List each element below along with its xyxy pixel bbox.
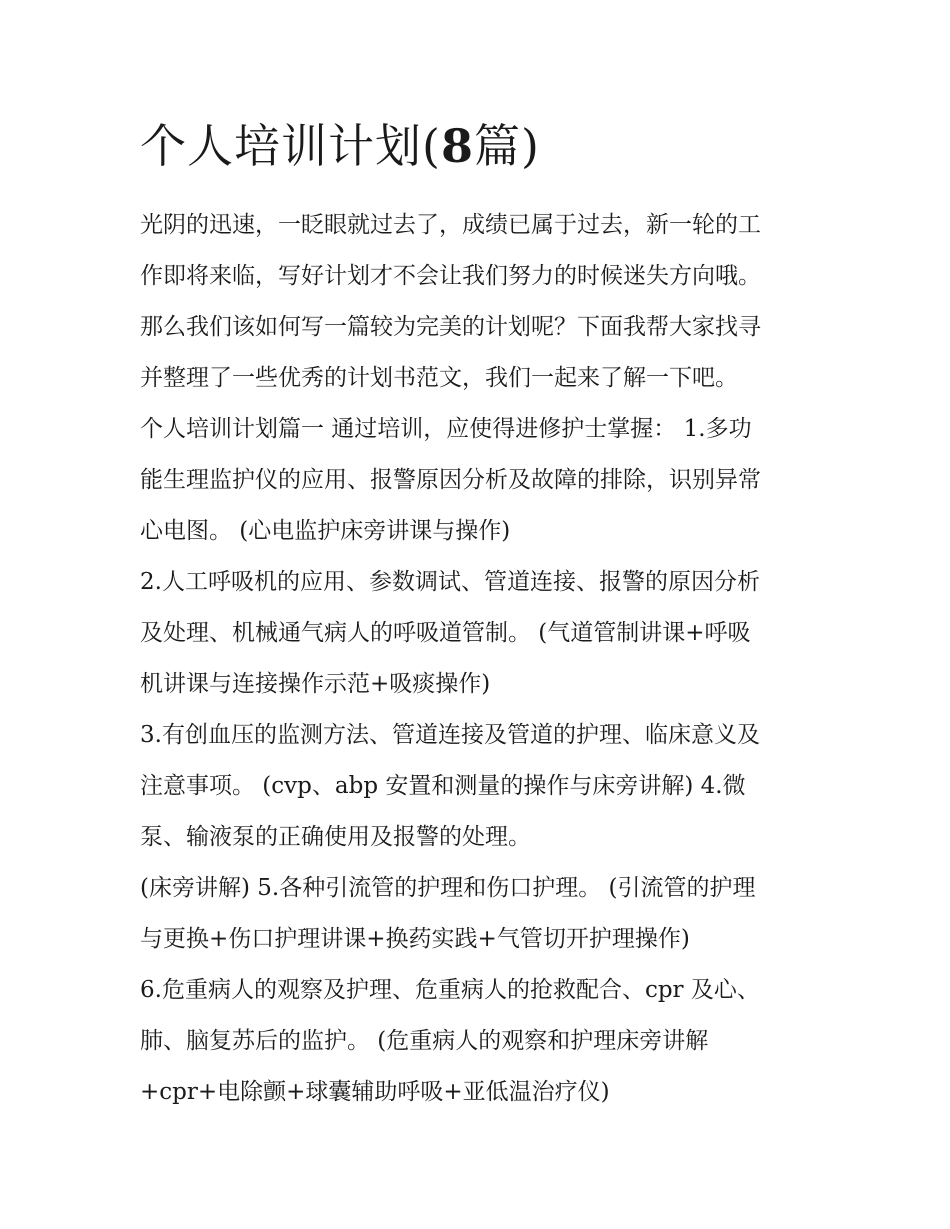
- text-line: 作即将来临，写好计划才不会让我们努力的时候迷失方向哦。: [140, 263, 761, 289]
- document-body: [140, 200, 820, 1118]
- text-line: 2.人工呼吸机的应用、参数调试、管道连接、报警的原因分析: [140, 569, 760, 595]
- title-number: 8: [440, 119, 474, 173]
- text-line: 心电图。 (心电监护床旁讲课与操作): [140, 518, 511, 544]
- text-line: +cpr+电除颤+球囊辅助呼吸+亚低温治疗仪): [140, 1079, 610, 1105]
- text-line: 及处理、机械通气病人的呼吸道管制。 (气道管制讲课+呼吸: [140, 620, 751, 646]
- text-line: 个人培训计划篇一 通过培训，应使得进修护士掌握： 1.多功: [140, 416, 752, 442]
- text-line: 6.危重病人的观察及护理、危重病人的抢救配合、cpr 及心、: [140, 977, 760, 1003]
- text-line: 注意事项。 (cvp、abp 安置和测量的操作与床旁讲解) 4.微: [140, 773, 746, 799]
- document-title: [140, 116, 540, 176]
- text-line: 机讲课与连接操作示范+吸痰操作): [140, 671, 491, 697]
- text-line: 与更换+伤口护理讲课+换药实践+气管切开护理操作): [140, 926, 690, 952]
- text-line: 泵、输液泵的正确使用及报警的处理。: [140, 824, 531, 850]
- text-line: 肺、脑复苏后的监护。 (危重病人的观察和护理床旁讲解: [140, 1028, 709, 1054]
- text-line: (床旁讲解) 5.各种引流管的护理和伤口护理。 (引流管的护理: [140, 875, 756, 901]
- title-suffix: 篇): [473, 119, 540, 173]
- text-line: 3.有创血压的监测方法、管道连接及管道的护理、临床意义及: [140, 722, 760, 748]
- text-line: 并整理了一些优秀的计划书范文，我们一起来了解一下吧。: [140, 365, 738, 391]
- text-line: 光阴的迅速，一眨眼就过去了，成绩已属于过去，新一轮的工: [140, 212, 761, 238]
- text-line: 那么我们该如何写一篇较为完美的计划呢？下面我帮大家找寻: [140, 314, 761, 340]
- title-prefix: 个人培训计划(: [140, 119, 441, 173]
- text-line: 能生理监护仪的应用、报警原因分析及故障的排除，识别异常: [140, 467, 761, 493]
